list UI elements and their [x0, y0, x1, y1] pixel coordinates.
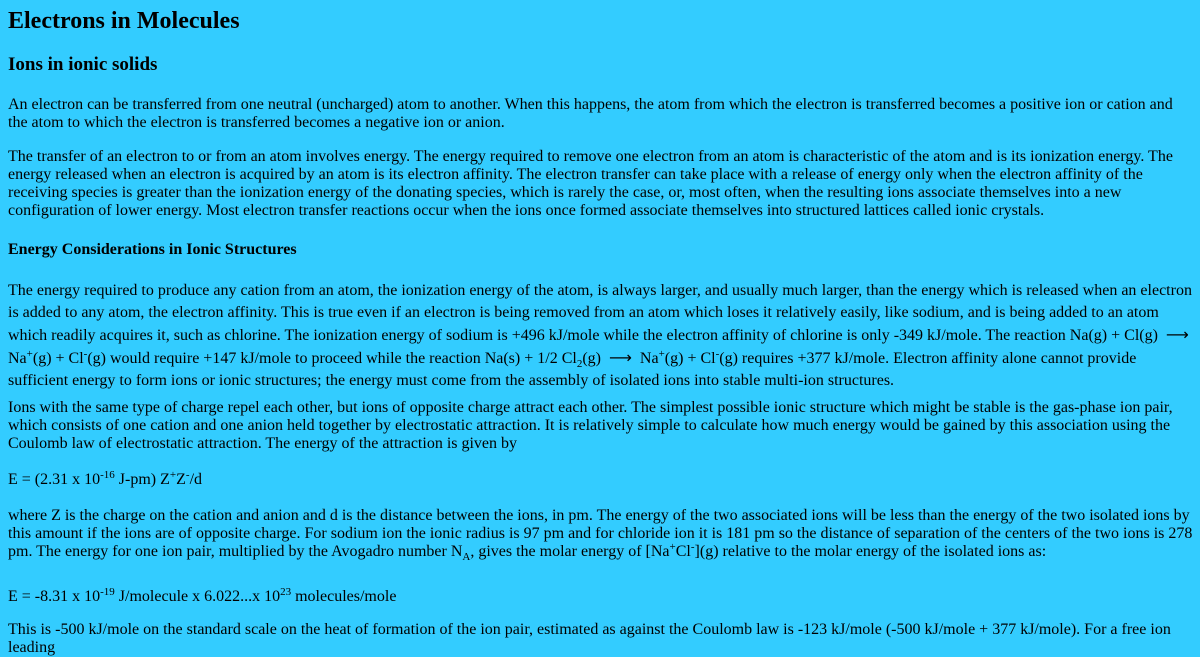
paragraph-ion-transfer: An electron can be transferred from one neutral (uncharged) atom to another. When this happens, the atom from which the electron is transferred becomes a positive ion or cation and the atom to which the electron is transferred becomes a negative ion or anion.: [8, 96, 1173, 131]
paragraph-coulomb-attraction: Ions with the same type of charge repel each other, but ions of opposite charge attract each other. The simplest possible ionic structure which might be stable is the gas-phase ion pair, which consists of one cation and one anion held together by electrostatic attraction. It is relatively simple to calculate how much energy would be gained by this association using the Coulomb law of electrostatic attraction. The energy of the attraction is given by: [8, 399, 1173, 452]
coulomb-equation: E = (2.31 x $10^{-16}$ J-pm) Z+Z-/d: [8, 469, 203, 488]
paragraph-energy-considerations: The energy required to produce any cation from an atom, the ionization energy of the atom, is always larger, and usually much larger, than the energy which is released when an electron is added to any atom, the electron affinity. This is true even if an electron is being removed from an atom which loses it relatively easily, like sodium, and is being added to an atom which readily acquires it, such as chlorine. The ionization energy of sodium is +496 kJ/mole while the electron affinity of chlorine is only -349 kJ/mole. The reaction Na(g) + Cl(g) ⟶ Na+(g) + Cl-(g) would require +147 kJ/mole to proceed while the reaction Na(s) + 1/2 $Cl_2(g)$ ⟶ Na+(g) + Cl-(g) requires +377 kJ/mole. Electron affinity alone cannot provide sufficient energy to form ions or ionic structures; the energy must come from the assembly of isolated ions into stable multi-ion structures.: [8, 282, 1192, 389]
molar-energy-equation: E = -8.31 x $10^{-19}$ J/molecule x 6.022...x $10^{23}$ molecules/mole: [8, 586, 397, 605]
reaction-arrow-icon: ⟶: [1165, 325, 1189, 344]
paragraph-transfer-energy: The transfer of an electron to or from an atom involves energy. The energy required to remove one electron from an atom is characteristic of the atom and is its ionization energy. The energy released when an electron is acquired by an atom is its electron affinity. The electron transfer can take place with a release of energy only when the electron affinity of the receiving species is greater than the ionization energy of the donating species, which is rarely the case, or, most often, when the resulting ions associate themselves into a new configuration of lower energy. Most electron transfer reactions occur when the ions once formed associate themselves into structured lattices called ionic crystals.: [8, 148, 1173, 219]
reaction-arrow-icon: ⟶: [608, 348, 632, 367]
subsection-heading: Energy Considerations in Ionic Structures: [8, 241, 297, 258]
section-heading: Ions in ionic solids: [8, 54, 158, 75]
paragraph-cut-off: This is -500 kJ/mole on the standard scale on the heat of formation of the ion pair, estimated as against the Coulomb law is -123 kJ/mole (-500 kJ/mole + 377 kJ/mole). For a free ion leading: [8, 621, 1171, 656]
page-title: Electrons in Molecules: [8, 8, 240, 34]
paragraph-ion-pair-energy: where Z is the charge on the cation and anion and d is the distance between the ions, in pm. The energy of the two associated ions will be less than the energy of the two isolated ions by this amount if the ions are of opposite charge. For sodium ion the ionic radius is 97 pm and for chloride ion it is 181 pm so the distance of separation of the centers of the two ions is 278 pm. The energy for one ion pair, multiplied by the Avogadro number $N_A$, gives the molar energy of [Na+Cl-](g) relative to the molar energy of the isolated ions as:: [8, 507, 1193, 563]
